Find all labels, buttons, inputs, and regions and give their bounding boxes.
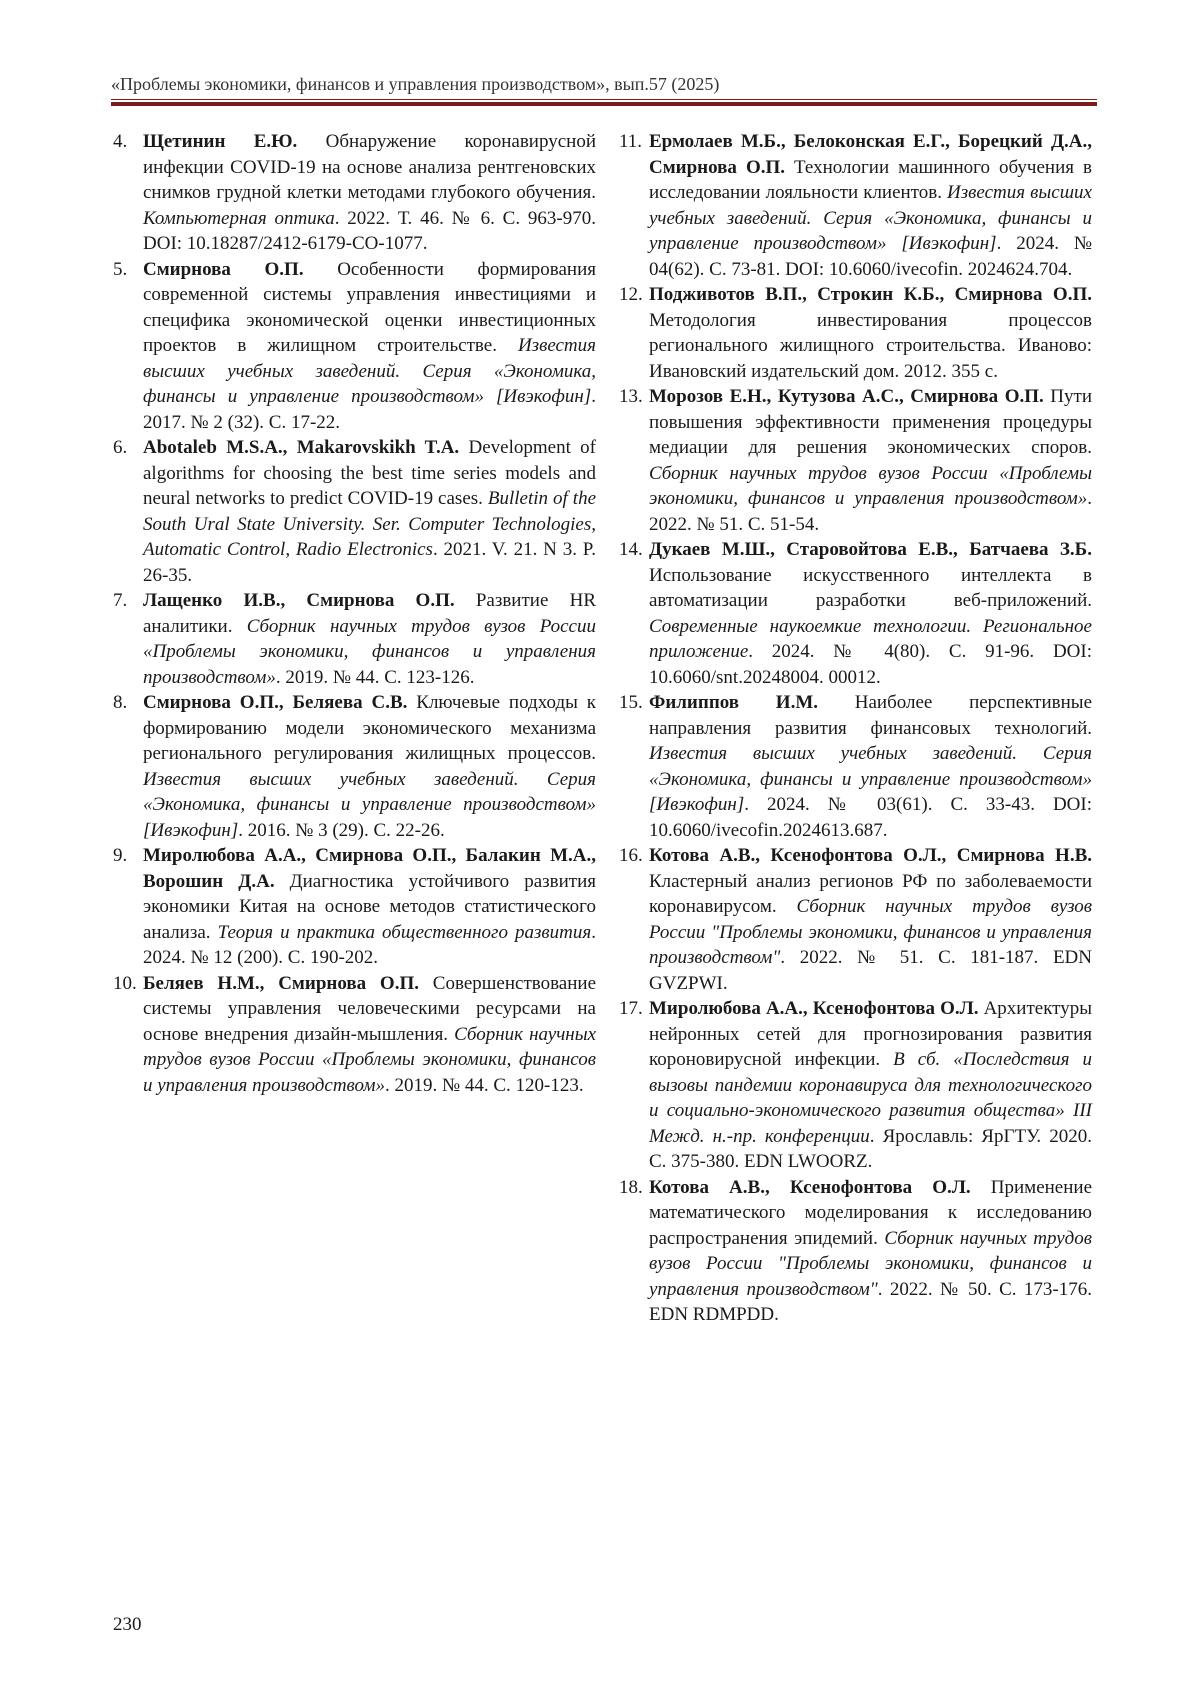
reference-details: . 2024. № 03(61). С. 33-43. DOI: 10.6060/ivecofin.2024613.687. (649, 794, 1092, 841)
reference-item (619, 537, 1092, 690)
reference-source: Теория и практика общественного развития (217, 921, 592, 943)
reference-details: . 2019. № 44. С. 123-126. (275, 666, 475, 688)
reference-body (649, 843, 1092, 996)
reference-details: . 2022. № 50. С. 173-176. EDN RDMPDD. (649, 1278, 1092, 1325)
reference-authors: Лащенко И.В., Смирнова О.П. (143, 590, 455, 611)
reference-item (619, 843, 1092, 996)
reference-details: . 2017. № 2 (32). С. 17-22. (143, 386, 596, 433)
reference-item (619, 282, 1092, 384)
reference-number: 9. (113, 845, 128, 866)
reference-number: 16. (619, 845, 643, 866)
reference-number: 18. (619, 1176, 643, 1198)
reference-body (143, 971, 596, 1099)
reference-title: Методология инвестирования процессов регионального жилищного строительства. Иваново: Ивановский издательский дом. 2012. 355 с. (649, 309, 1092, 382)
reference-authors: Ермолаев М.Б., Белоконская Е.Г., Борецкий Д.А., Смирнова О.П. (649, 131, 1092, 178)
reference-number: 6. (113, 437, 128, 458)
reference-details: . 2016. № 3 (29). С. 22-26. (238, 819, 445, 841)
reference-item (113, 843, 596, 971)
header-rule-thin (111, 99, 1097, 100)
reference-authors: Морозов Е.Н., Кутузова А.С., Смирнова О.П. (649, 386, 1044, 407)
reference-source: Сборник научных трудов вузов России «Проблемы экономики, финансов и управления производством» (649, 462, 1092, 509)
reference-item (619, 996, 1092, 1175)
running-header: «Проблемы экономики, финансов и управления производством», вып.57 (2025) (111, 74, 720, 94)
reference-body (649, 690, 1092, 843)
header-rule-thick (111, 102, 1097, 106)
reference-title: Архитектуры нейронных сетей для прогнозирования развития короновирусной инфекции. (649, 998, 1092, 1070)
reference-body (649, 996, 1092, 1175)
reference-body (143, 588, 596, 690)
reference-number: 5. (113, 258, 128, 280)
reference-item (619, 1175, 1092, 1328)
reference-authors: Котова А.В., Ксенофонтова О.Л. (649, 1176, 971, 1198)
reference-item (619, 384, 1092, 537)
reference-source: Сборник научных трудов вузов России «Проблемы экономики, финансов и управления производством» (143, 1023, 596, 1096)
reference-body (143, 690, 596, 843)
reference-title: Кластерный анализ регионов РФ по заболеваемости коронавирусом. (649, 870, 1092, 917)
reference-authors: Котова А.В., Ксенофонтова О.Л., Смирнова Н.В. (649, 845, 1092, 866)
reference-authors: Миролюбова А.А., Ксенофонтова О.Л. (649, 998, 979, 1019)
reference-authors: Щетинин Е.Ю. (143, 131, 298, 152)
reference-body (143, 435, 596, 588)
reference-title: Применение математического моделирования к исследованию распространения эпидемий. (649, 1176, 1092, 1249)
reference-column-right (619, 129, 1092, 1328)
reference-body (143, 129, 596, 257)
reference-number: 14. (619, 539, 643, 560)
reference-body (143, 843, 596, 971)
page-number: 230 (113, 1614, 142, 1635)
reference-details: . 2022. № 51. С. 51-54. (649, 488, 1092, 535)
reference-authors: Миролюбова А.А., Смирнова О.П., Балакин М.А., Ворошин Д.А. (143, 845, 596, 892)
reference-title: Технологии машинного обучения в исследовании лояльности клиентов. (649, 156, 1092, 203)
reference-authors: Дукаев М.Ш., Старовойтова Е.В., Батчаева З.Б. (649, 539, 1092, 560)
reference-title: Совершенствование системы управления человеческими ресурсами на основе внедрения дизайн-мышления. (143, 972, 597, 1045)
reference-number: 12. (619, 284, 643, 305)
reference-details: . 2022. № 51. С. 181-187. EDN GVZPWI. (649, 947, 1092, 994)
reference-number: 8. (113, 692, 128, 713)
reference-details: . 2024. № 12 (200). С. 190-202. (143, 921, 596, 968)
reference-source: Bulletin of the South Ural State University. Ser. Computer Technologies, Automatic Control, Radio Electronics (143, 488, 597, 560)
reference-source: Компьютерная оптика (143, 207, 335, 229)
reference-title: Использование искусственного интеллекта в автоматизации разработки веб-приложений. (649, 564, 1092, 611)
reference-title: Ключевые подходы к формированию модели экономического механизма регионального регулирования жилищных процессов. (143, 692, 596, 764)
reference-source: Известия высших учебных заведений. Серия «Экономика, финансы и управление производством» [Ивэкофин] (143, 768, 596, 841)
reference-number: 7. (113, 590, 128, 611)
reference-details: . 2021. V. 21. N 3. P. 26-35. (143, 539, 596, 586)
reference-number: 15. (619, 692, 643, 713)
reference-details: . 2019. № 44. С. 120-123. (384, 1074, 584, 1096)
reference-authors: Смирнова О.П., Беляева С.В. (143, 692, 408, 713)
reference-title: Наиболее перспективные направления развития финансовых технологий. (649, 692, 1092, 739)
reference-source: Сборник научных трудов вузов России "Проблемы экономики, финансов и управления производством" (649, 896, 1092, 968)
reference-body (649, 1175, 1092, 1328)
reference-item (113, 129, 596, 257)
reference-number: 4. (113, 131, 128, 152)
reference-item (113, 435, 596, 588)
reference-details: . 2024. № 4(80). С. 91-96. DOI: 10.6060/snt.20248004. 00012. (649, 641, 1092, 688)
reference-title: Пути повышения эффективности применения процедуры медиации для решения экономических споров. (649, 386, 1093, 458)
reference-body (143, 257, 596, 436)
reference-title: Развитие HR аналитики. (143, 590, 596, 637)
reference-item (113, 690, 596, 843)
reference-title: Development of algorithms for choosing the best time series models and neural networks to predict COVID-19 cases. (143, 437, 596, 509)
reference-item (619, 690, 1092, 843)
reference-title: Особенности формирования современной системы управления инвестициями и специфика экономической оценки инвестиционных проектов в жилищном строительстве. (143, 258, 596, 356)
reference-body (649, 537, 1092, 690)
reference-authors: Смирнова О.П. (143, 258, 304, 280)
reference-title: Обнаружение коронавирусной инфекции COVID-19 на основе анализа рентгеновских снимков грудной клетки методами глубокого обучения. (143, 131, 596, 203)
reference-authors: Филиппов И.М. (649, 692, 819, 713)
reference-item (113, 588, 596, 690)
reference-source: Сборник научных трудов вузов России «Проблемы экономики, финансов и управления производством» (143, 615, 596, 688)
reference-number: 17. (619, 998, 643, 1019)
reference-number: 13. (619, 386, 643, 407)
reference-body (649, 384, 1092, 537)
reference-body (649, 129, 1092, 282)
reference-column-left (113, 129, 596, 1098)
reference-item (113, 257, 596, 436)
reference-title: Диагностика устойчивого развития экономики Китая на основе методов статистического анализа. (143, 870, 596, 943)
reference-number: 11. (619, 131, 643, 152)
reference-authors: Abotaleb M.S.A., Makarovskikh T.A. (143, 437, 460, 458)
reference-details: . 2022. Т. 46. № 6. С. 963-970. DOI: 10.18287/2412-6179-CO-1077. (143, 207, 596, 254)
reference-item (619, 129, 1092, 282)
reference-body (649, 282, 1092, 384)
reference-source: В сб. «Последствия и вызовы пандемии коронавируса для технологического и социально-экономического развития общества» III Межд. н.-пр. конференции (649, 1049, 1092, 1147)
reference-source: Сборник научных трудов вузов России "Проблемы экономики, финансов и управления производством" (649, 1227, 1092, 1300)
reference-source: Современные наукоемкие технологии. Региональное приложение (649, 615, 1092, 662)
reference-number: 10. (113, 972, 137, 994)
reference-details: . 2024. № 04(62). С. 73-81. DOI: 10.6060/ivecofin. 2024624.704. (649, 233, 1092, 280)
reference-source: Известия высших учебных заведений. Серия «Экономика, финансы и управление производством» [Ивэкофин] (143, 335, 596, 407)
reference-source: Известия высших учебных заведений. Серия «Экономика, финансы и управление производством» [Ивэкофин] (649, 743, 1092, 815)
reference-details: . Ярославль: ЯрГТУ. 2020. С. 375-380. EDN LWOORZ. (649, 1125, 1092, 1172)
reference-authors: Подживотов В.П., Строкин К.Б., Смирнова О.П. (649, 284, 1092, 305)
reference-authors: Беляев Н.М., Смирнова О.П. (143, 972, 419, 994)
reference-source: Известия высших учебных заведений. Серия «Экономика, финансы и управление производством» [Ивэкофин] (649, 182, 1092, 254)
reference-item (113, 971, 596, 1099)
